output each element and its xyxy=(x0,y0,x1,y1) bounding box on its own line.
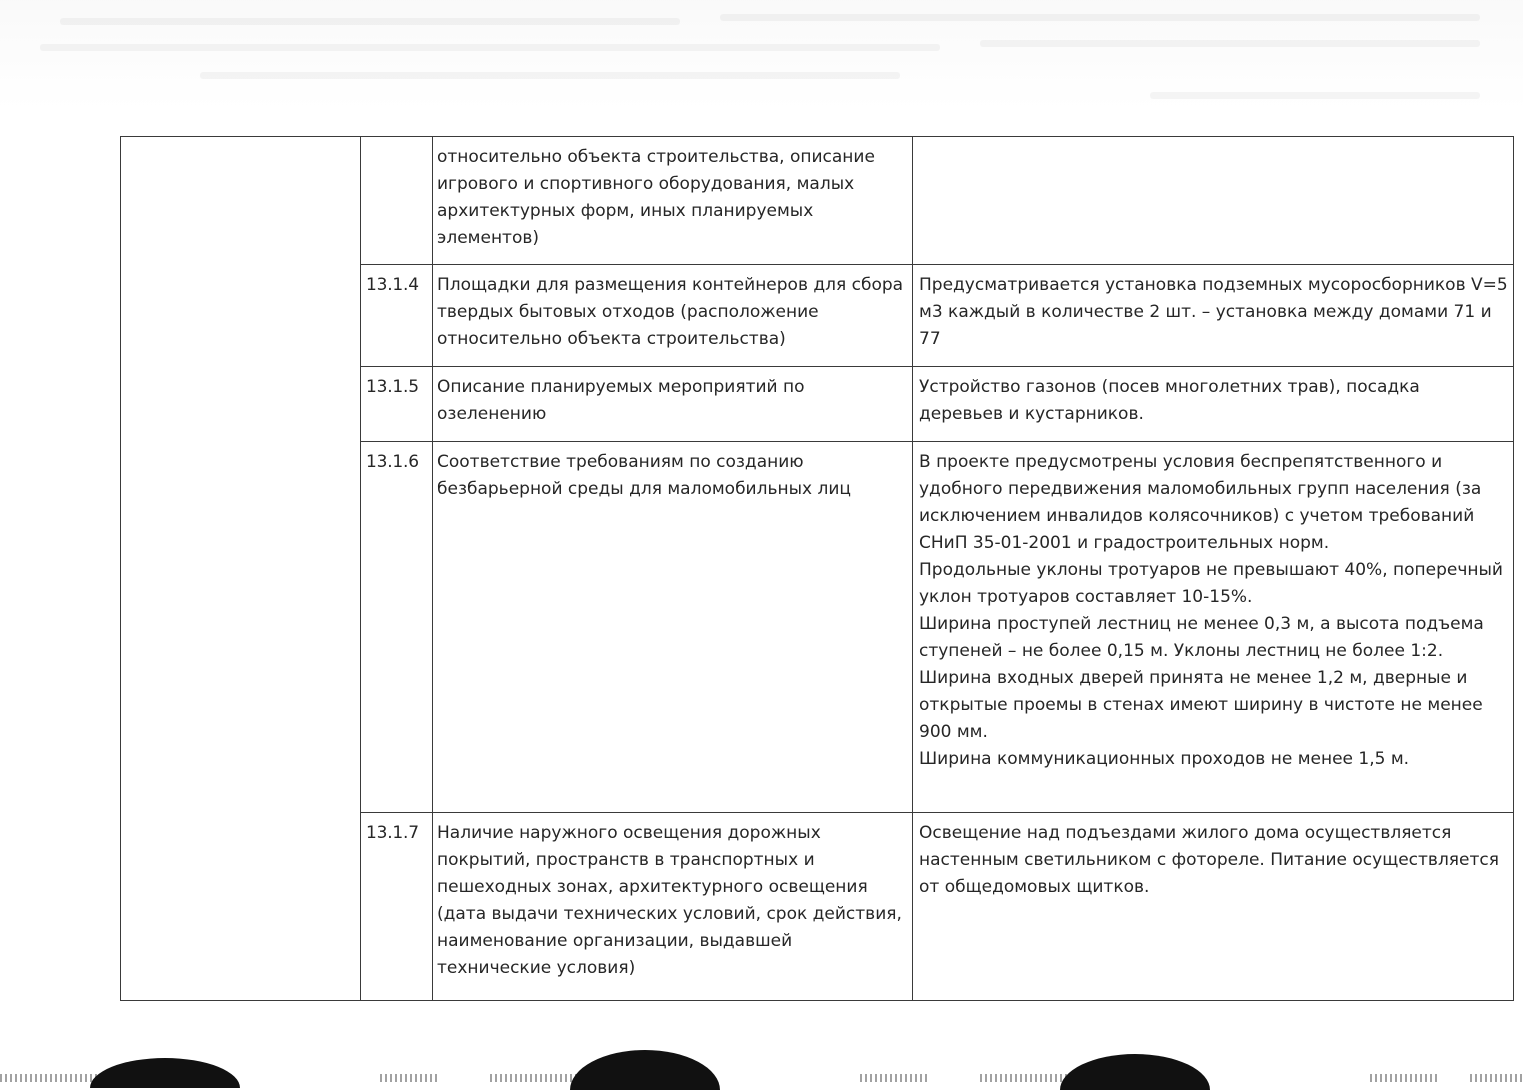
value-paragraph: Предусматривается установка подземных мусоросборников V=5 м3 каждый в количестве 2 шт. – установка между домами 71 и 77 xyxy=(919,275,1508,349)
item-number: 13.1.4 xyxy=(361,265,433,367)
item-number: 13.1.5 xyxy=(361,367,433,442)
scan-bleed-through xyxy=(0,0,1523,110)
document-table xyxy=(120,136,1514,1001)
item-value xyxy=(913,265,1514,367)
item-number: 13.1.6 xyxy=(361,442,433,813)
value-paragraph: В проекте предусмотрены условия беспрепятственного и удобного передвижения маломобильных групп населения (за исключением инвалидов колясочников) с учетом требований СНиП 35-01-2001 и градостроительных норм. xyxy=(919,452,1482,553)
value-paragraph: Освещение над подъездами жилого дома осуществляется настенным светильником с фотореле. Питание осуществляется от общедомовых щитков. xyxy=(919,823,1499,897)
value-paragraph: Ширина входных дверей принята не менее 1,2 м, дверные и открытые проемы в стенах имеют ширину в чистоте не менее 900 мм. xyxy=(919,668,1483,742)
item-number xyxy=(361,137,433,265)
item-description: Площадки для размещения контейнеров для сбора твердых бытовых отходов (расположение относительно объекта строительства) xyxy=(433,265,913,367)
value-paragraph: Ширина проступей лестниц не менее 0,3 м, а высота подъема ступеней – не более 0,15 м. Уклоны лестниц не более 1:2. xyxy=(919,614,1484,661)
item-value xyxy=(913,813,1514,1001)
item-number: 13.1.7 xyxy=(361,813,433,1001)
item-value xyxy=(913,367,1514,442)
value-paragraph: Продольные уклоны тротуаров не превышают 40%, поперечный уклон тротуаров составляет 10-15%. xyxy=(919,560,1503,607)
value-paragraph: Устройство газонов (посев многолетних трав), посадка деревьев и кустарников. xyxy=(919,377,1420,424)
item-value xyxy=(913,137,1514,265)
item-value xyxy=(913,442,1514,813)
table-row xyxy=(121,137,1514,265)
item-description: Описание планируемых мероприятий по озеленению xyxy=(433,367,913,442)
item-description: Наличие наружного освещения дорожных покрытий, пространств в транспортных и пешеходных зонах, архитектурного освещения (дата выдачи технических условий, срок действия, наименование организации, выдавшей технические условия) xyxy=(433,813,913,1001)
item-description: Соответствие требованиям по созданию безбарьерной среды для маломобильных лиц xyxy=(433,442,913,813)
value-paragraph: Ширина коммуникационных проходов не менее 1,5 м. xyxy=(919,749,1410,769)
section-column-cell xyxy=(121,137,361,1001)
item-description: относительно объекта строительства, описание игрового и спортивного оборудования, малых архитектурных форм, иных планируемых элементов) xyxy=(433,137,913,265)
